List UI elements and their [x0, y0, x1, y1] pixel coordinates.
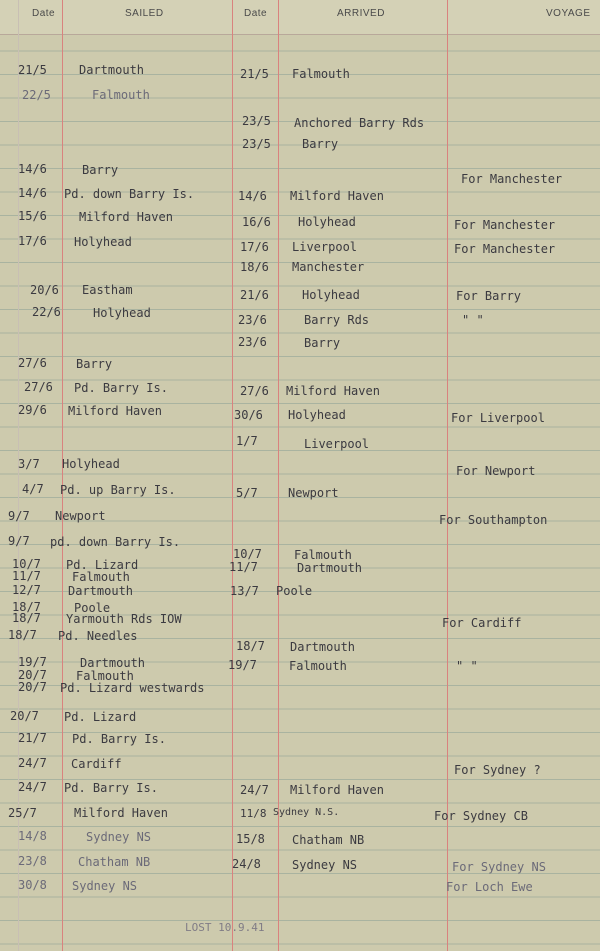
entry-date-arrived: 1/7 — [236, 434, 258, 448]
entry-arrived: Anchored Barry Rds — [294, 116, 425, 130]
entry-sailed: Sydney NS — [86, 830, 152, 844]
entry-date-arrived: 30/6 — [234, 408, 263, 422]
entry-sailed: Pd. Barry Is. — [74, 381, 168, 395]
entry-date-sailed: 20/7 — [18, 668, 47, 682]
entry-date-sailed: 22/6 — [32, 305, 61, 319]
entry-date-sailed: 24/7 — [18, 780, 47, 794]
entry-date-arrived: 23/6 — [238, 313, 267, 327]
entry-arrived: Poole — [276, 584, 313, 598]
entry-date-arrived: 13/7 — [230, 584, 259, 598]
entry-arrived: Barry Rds — [304, 313, 370, 327]
entry-date-arrived: 24/7 — [240, 783, 269, 797]
entry-sailed: Barry — [76, 357, 113, 371]
entry-date-arrived: 27/6 — [240, 384, 269, 398]
entry-sailed: Pd. Barry Is. — [72, 732, 166, 746]
header-sailed: SAILED — [125, 8, 164, 19]
entry-sailed: Holyhead — [74, 235, 132, 249]
entry-voyage: For Liverpool — [451, 411, 545, 425]
entry-date-arrived: 17/6 — [240, 240, 269, 254]
entry-sailed: Dartmouth — [79, 63, 145, 77]
entry-arrived: Newport — [288, 486, 339, 500]
entry-date-arrived: 23/5 — [242, 137, 271, 151]
entry-arrived: Falmouth — [292, 67, 350, 81]
entry-date-sailed: 14/6 — [18, 162, 47, 176]
header-date-arrived: Date — [244, 8, 268, 19]
entry-date-sailed: 9/7 — [8, 509, 30, 523]
entry-sailed: Pd. Needles — [58, 629, 138, 643]
entry-date-arrived: 10/7 — [233, 547, 262, 561]
entry-date-sailed: 11/7 — [12, 569, 41, 583]
entry-sailed: Pd. down Barry Is. — [64, 187, 195, 201]
entry-arrived: Barry — [302, 137, 339, 151]
entry-date-arrived: 18/6 — [240, 260, 269, 274]
entry-arrived: Holyhead — [298, 215, 356, 229]
entry-sailed: Milford Haven — [68, 404, 162, 418]
entry-date-sailed: 20/6 — [30, 283, 59, 297]
entry-arrived: Milford Haven — [290, 783, 384, 797]
entry-sailed: Yarmouth Rds IOW — [66, 612, 182, 626]
entry-arrived: Dartmouth — [297, 561, 363, 575]
entry-sailed: pd. down Barry Is. — [50, 535, 181, 549]
column-rule — [62, 0, 63, 951]
entry-date-arrived: 23/5 — [242, 114, 271, 128]
entry-date-arrived: 23/6 — [238, 335, 267, 349]
entry-date-arrived: 16/6 — [242, 215, 271, 229]
entry-date-sailed: 27/6 — [18, 356, 47, 370]
entry-sailed: Pd. Lizard — [64, 710, 137, 724]
column-rule — [232, 0, 233, 951]
entry-arrived: Falmouth — [289, 659, 347, 673]
entry-sailed: Eastham — [82, 283, 133, 297]
entry-date-sailed: 14/8 — [18, 829, 47, 843]
entry-sailed: Holyhead — [62, 457, 120, 471]
entry-date-sailed: 18/7 — [12, 600, 41, 614]
entry-date-sailed: 9/7 — [8, 534, 30, 548]
entry-date-sailed: 30/8 — [18, 878, 47, 892]
entry-date-arrived: 11/7 — [229, 560, 258, 574]
entry-date-sailed: 27/6 — [24, 380, 53, 394]
entry-arrived: Milford Haven — [286, 384, 380, 398]
entry-voyage: For Southampton — [439, 513, 548, 527]
entry-sailed: Falmouth — [72, 570, 130, 584]
entry-arrived: Liverpool — [292, 240, 358, 254]
entry-date-sailed: 18/7 — [12, 611, 41, 625]
entry-date-arrived: 24/8 — [232, 857, 261, 871]
header-arrived: ARRIVED — [337, 8, 385, 19]
entry-voyage: For Loch Ewe — [446, 880, 533, 894]
entry-sailed: Milford Haven — [79, 210, 173, 224]
entry-sailed: Barry — [82, 163, 119, 177]
entry-arrived: Sydney N.S. — [273, 807, 340, 818]
header-row — [0, 0, 600, 35]
entry-date-sailed: 10/7 — [12, 557, 41, 571]
entry-arrived: Holyhead — [288, 408, 346, 422]
entry-date-sailed: 19/7 — [18, 655, 47, 669]
entry-arrived: Falmouth — [294, 548, 352, 562]
entry-sailed: Sydney NS — [72, 879, 138, 893]
entry-date-arrived: 19/7 — [228, 658, 257, 672]
entry-date-arrived: 5/7 — [236, 486, 258, 500]
entry-date-sailed: 4/7 — [22, 482, 44, 496]
entry-sailed: Pd. Lizard westwards — [60, 681, 205, 695]
entry-date-sailed: 3/7 — [18, 457, 40, 471]
entry-arrived: Chatham NB — [292, 833, 365, 847]
entry-date-arrived: 21/6 — [240, 288, 269, 302]
entry-arrived: Manchester — [292, 260, 365, 274]
entry-sailed: Dartmouth — [80, 656, 146, 670]
entry-date-sailed: 17/6 — [18, 234, 47, 248]
entry-sailed: Pd. up Barry Is. — [60, 483, 176, 497]
header-date-sailed: Date — [32, 8, 56, 19]
entry-arrived: Dartmouth — [290, 640, 356, 654]
entry-date-sailed: 24/7 — [18, 756, 47, 770]
entry-sailed: Falmouth — [92, 88, 150, 102]
entry-date-sailed: 25/7 — [8, 806, 37, 820]
entry-voyage: For Sydney NS — [452, 860, 546, 874]
entry-date-sailed: 29/6 — [18, 403, 47, 417]
entry-date-sailed: 14/6 — [18, 186, 47, 200]
entry-arrived: Holyhead — [302, 288, 360, 302]
entry-voyage: For Newport — [456, 464, 536, 478]
entry-voyage: " " — [462, 313, 484, 327]
entry-voyage: For Manchester — [461, 172, 563, 186]
entry-sailed: Falmouth — [76, 669, 134, 683]
entry-arrived: Barry — [304, 336, 341, 350]
entry-date-arrived: 14/6 — [238, 189, 267, 203]
entry-date-sailed: 15/6 — [18, 209, 47, 223]
entry-arrived: Liverpool — [304, 437, 370, 451]
entry-date-sailed: 21/5 — [18, 63, 47, 77]
entry-sailed: Cardiff — [71, 757, 122, 771]
entry-voyage: For Cardiff — [442, 616, 522, 630]
entry-voyage: " " — [456, 659, 478, 673]
entry-date-arrived: 11/8 — [240, 807, 267, 820]
entry-arrived: Milford Haven — [290, 189, 384, 203]
entry-date-sailed: 21/7 — [18, 731, 47, 745]
entry-date-sailed: 20/7 — [10, 709, 39, 723]
entry-date-arrived: 15/8 — [236, 832, 265, 846]
entry-date-sailed: 20/7 — [18, 680, 47, 694]
entry-sailed: Pd. Lizard — [66, 558, 139, 572]
lost-annotation: LOST 10.9.41 — [185, 921, 265, 934]
entry-sailed: Holyhead — [93, 306, 151, 320]
entry-voyage: For Barry — [456, 289, 522, 303]
entry-sailed: Chatham NB — [78, 855, 151, 869]
entry-voyage: For Manchester — [454, 218, 556, 232]
entry-voyage: For Sydney ? — [454, 763, 541, 777]
entry-sailed: Pd. Barry Is. — [64, 781, 158, 795]
entry-date-sailed: 12/7 — [12, 583, 41, 597]
entry-voyage: For Sydney CB — [434, 809, 528, 823]
entry-sailed: Milford Haven — [74, 806, 168, 820]
entry-sailed: Poole — [74, 601, 111, 615]
entry-sailed: Dartmouth — [68, 584, 134, 598]
entry-date-sailed: 22/5 — [22, 88, 51, 102]
entry-arrived: Sydney NS — [292, 858, 358, 872]
entry-date-sailed: 18/7 — [8, 628, 37, 642]
entry-sailed: Newport — [55, 509, 106, 523]
entry-date-sailed: 23/8 — [18, 854, 47, 868]
entry-date-arrived: 21/5 — [240, 67, 269, 81]
entry-date-arrived: 18/7 — [236, 639, 265, 653]
entry-voyage: For Manchester — [454, 242, 556, 256]
header-voyage: VOYAGE — [546, 8, 591, 19]
